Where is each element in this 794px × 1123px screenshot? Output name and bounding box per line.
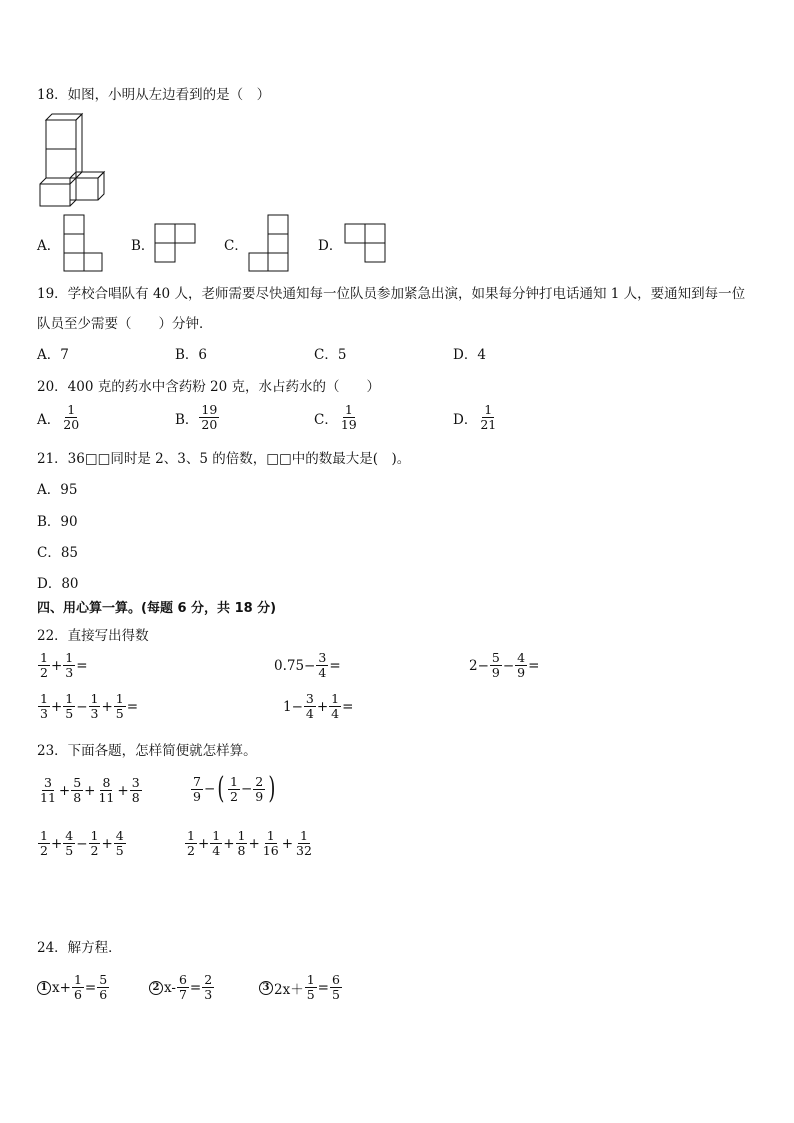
fraction [236, 829, 248, 858]
fraction [38, 776, 58, 805]
numerator: 6 [178, 972, 187, 987]
equals-sign: = [126, 698, 139, 715]
q22-stem: 22．直接写出得数 [37, 628, 149, 644]
operator: + [117, 782, 129, 799]
expr-lead: x- [164, 979, 176, 996]
operator: − [203, 781, 216, 797]
fraction [304, 692, 316, 721]
numerator: 4 [115, 828, 124, 843]
q22-expr-4 [37, 692, 138, 721]
fraction [61, 403, 81, 432]
q21-option-a[interactable]: A．95 [37, 482, 78, 498]
numerator: 1 [65, 650, 74, 665]
q18-option-d-figure [343, 222, 387, 264]
fraction [72, 973, 84, 1002]
q19-option-c[interactable]: C．5 [314, 347, 347, 363]
equals-sign: = [528, 657, 540, 674]
operator: + [84, 782, 96, 799]
fraction [130, 776, 142, 805]
equals-sign: = [189, 979, 202, 996]
equals-sign: = [317, 979, 329, 996]
denominator: 4 [212, 843, 221, 858]
denominator: 9 [491, 665, 500, 680]
denominator: 5 [115, 706, 124, 721]
q18-option-b-figure [153, 222, 197, 264]
circled-number-2: 2 [149, 981, 163, 995]
numerator: 7 [193, 773, 201, 789]
q24-equation-2 [149, 973, 215, 1002]
q20-stem: 20．400 克的药水中含药粉 20 克，水占药水的（ ） [37, 379, 380, 395]
numerator: 3 [131, 775, 140, 790]
operator: + [101, 698, 113, 715]
numerator: 4 [65, 828, 74, 843]
fraction [38, 829, 50, 858]
numerator: 5 [491, 650, 500, 665]
fraction [478, 403, 498, 432]
denominator: 7 [178, 987, 187, 1002]
q21-stem: 21．36□□同时是 2、3、5 的倍数，□□中的数最大是( )。 [37, 451, 411, 467]
fraction [63, 829, 75, 858]
fraction [329, 692, 341, 721]
q23-expr-2 [190, 771, 278, 806]
operator: + [281, 835, 294, 852]
expr-lead: 2− [469, 657, 489, 674]
numerator: 1 [90, 828, 99, 843]
option-label: B． [175, 411, 199, 428]
option-label: D． [453, 411, 478, 428]
q18-option-a-figure [62, 213, 104, 273]
denominator: 2 [40, 665, 48, 680]
fraction [330, 973, 342, 1002]
denominator: 3 [90, 706, 99, 721]
q18-stem: 18．如图，小明从左边看到的是（ ） [37, 87, 271, 103]
q24-equation-1 [37, 973, 110, 1002]
operator: + [58, 782, 71, 799]
q20-option-c[interactable] [314, 403, 360, 432]
numerator: 4 [517, 650, 526, 665]
fraction [38, 651, 50, 680]
fraction [96, 776, 116, 805]
numerator: 2 [204, 972, 213, 987]
q20-option-d[interactable] [453, 403, 499, 432]
q18-option-c-label[interactable]: C． [224, 238, 248, 254]
operator: + [50, 657, 63, 674]
numerator: 1 [306, 972, 315, 987]
denominator: 2 [40, 843, 48, 858]
q23-stem: 23．下面各题，怎样简便就怎样算。 [37, 743, 257, 759]
fraction [38, 692, 50, 721]
numerator: 1 [237, 828, 246, 843]
operator: + [197, 835, 210, 852]
fraction [261, 829, 281, 858]
numerator: 2 [255, 773, 264, 789]
numerator: 3 [43, 775, 52, 790]
operator: + [223, 835, 235, 852]
denominator: 5 [65, 706, 74, 721]
cube-stack-figure [38, 112, 110, 208]
denominator: 32 [296, 843, 312, 858]
denominator: 8 [73, 790, 82, 805]
q19-option-a[interactable]: A．7 [37, 347, 69, 363]
denominator: 2 [229, 788, 238, 804]
fraction [89, 692, 101, 721]
fraction [97, 973, 109, 1002]
fraction [210, 829, 222, 858]
denominator: 4 [318, 665, 327, 680]
q22-expr-5 [283, 692, 353, 721]
circled-number-3: 3 [259, 981, 273, 995]
fraction [63, 692, 75, 721]
fraction [191, 775, 203, 804]
fraction [490, 651, 502, 680]
operator: + [50, 835, 63, 852]
numerator: 1 [65, 691, 74, 706]
operator: − [240, 781, 253, 797]
q19-stem-line2: 队员至少需要（ ）分钟． [37, 316, 213, 332]
numerator: 1 [344, 402, 353, 417]
numerator: 1 [187, 828, 195, 843]
fraction [114, 692, 126, 721]
expr-lead: 1− [283, 698, 303, 715]
numerator: 1 [212, 828, 221, 843]
fraction [185, 829, 197, 858]
denominator: 2 [90, 843, 99, 858]
numerator: 1 [229, 773, 238, 789]
operator: − [502, 657, 515, 674]
denominator: 11 [98, 790, 115, 805]
fraction [316, 651, 328, 680]
expr-lead: x+ [52, 979, 71, 996]
numerator: 6 [331, 972, 340, 987]
q23-expr-3 [37, 829, 127, 858]
fraction [294, 829, 314, 858]
left-paren: ( [217, 771, 225, 806]
option-label: A． [37, 411, 61, 428]
q18-option-b-label[interactable]: B． [131, 238, 155, 254]
fraction [71, 776, 83, 805]
denominator: 11 [40, 790, 56, 805]
fraction [253, 775, 265, 804]
denominator: 21 [480, 417, 497, 432]
fraction [339, 403, 359, 432]
q22-expr-1 [37, 651, 88, 680]
q22-expr-3 [469, 651, 539, 680]
operator: + [316, 698, 329, 715]
numerator: 1 [67, 402, 76, 417]
denominator: 6 [99, 987, 108, 1002]
q18-option-a-label[interactable]: A． [37, 238, 61, 254]
equals-sign: = [342, 698, 354, 715]
numerator: 1 [40, 691, 48, 706]
equals-sign: = [84, 979, 97, 996]
numerator: 8 [102, 775, 111, 790]
fraction [515, 651, 527, 680]
q19-option-d[interactable]: D．4 [453, 347, 486, 363]
fraction [114, 829, 126, 858]
denominator: 5 [331, 987, 340, 1002]
denominator: 4 [305, 706, 314, 721]
q22-expr-2 [274, 651, 341, 680]
numerator: 1 [115, 691, 124, 706]
denominator: 5 [306, 987, 315, 1002]
option-label: C． [314, 411, 338, 428]
expr-lead: 0.75− [274, 657, 316, 674]
q18-option-c-figure [247, 213, 291, 273]
operator: + [248, 835, 260, 852]
q21-option-c[interactable]: C．85 [37, 545, 79, 561]
numerator: 1 [73, 972, 82, 987]
q20-option-b[interactable] [175, 403, 220, 432]
numerator: 3 [305, 691, 314, 706]
operator: + [101, 835, 113, 852]
numerator: 19 [201, 402, 218, 417]
denominator: 9 [255, 788, 264, 804]
numerator: 3 [318, 650, 327, 665]
numerator: 5 [73, 775, 82, 790]
numerator: 1 [299, 828, 308, 843]
fraction [199, 403, 219, 432]
q21-option-d[interactable]: D．80 [37, 576, 79, 592]
denominator: 5 [65, 843, 74, 858]
circled-number-1: 1 [37, 981, 51, 995]
fraction [202, 973, 214, 1002]
q18-option-d-label[interactable]: D． [318, 238, 343, 254]
denominator: 20 [201, 417, 218, 432]
denominator: 3 [204, 987, 213, 1002]
denominator: 3 [65, 665, 74, 680]
numerator: 1 [40, 828, 48, 843]
fraction [228, 775, 240, 804]
q19-option-b[interactable]: B．6 [175, 347, 208, 363]
numerator: 1 [266, 828, 275, 843]
expr-lead: 2x＋ [274, 981, 304, 998]
denominator: 16 [262, 843, 279, 858]
denominator: 19 [340, 417, 357, 432]
denominator: 9 [517, 665, 526, 680]
denominator: 3 [40, 706, 48, 721]
denominator: 20 [63, 417, 80, 432]
q21-option-b[interactable]: B．90 [37, 514, 78, 530]
section-4-title: 四、用心算一算。(每题 6 分，共 18 分) [37, 601, 277, 616]
numerator: 1 [40, 650, 48, 665]
fraction [177, 973, 189, 1002]
q23-expr-1 [37, 776, 143, 805]
equals-sign: = [76, 657, 88, 674]
numerator: 1 [90, 691, 99, 706]
denominator: 5 [115, 843, 124, 858]
q20-option-a[interactable] [37, 403, 82, 432]
right-paren: ) [268, 771, 276, 806]
denominator: 4 [331, 706, 340, 721]
q19-stem-line1: 19．学校合唱队有 40 人，老师需要尽快通知每一位队员参加紧急出演，如果每分钟打电话通知 1 人，要通知到每一位 [37, 286, 746, 302]
fraction [305, 973, 317, 1002]
numerator: 1 [331, 691, 340, 706]
denominator: 9 [193, 788, 201, 804]
operator: + [50, 698, 63, 715]
q24-stem: 24．解方程． [37, 940, 122, 956]
q23-expr-4 [184, 829, 315, 858]
numerator: 1 [484, 402, 493, 417]
denominator: 8 [131, 790, 140, 805]
fraction [63, 651, 75, 680]
operator: − [76, 698, 88, 715]
denominator: 2 [187, 843, 195, 858]
equals-sign: = [329, 657, 341, 674]
q24-equation-3 [259, 973, 343, 1002]
operator: − [76, 835, 88, 852]
fraction [89, 829, 101, 858]
denominator: 8 [237, 843, 246, 858]
numerator: 5 [99, 972, 108, 987]
denominator: 6 [73, 987, 82, 1002]
